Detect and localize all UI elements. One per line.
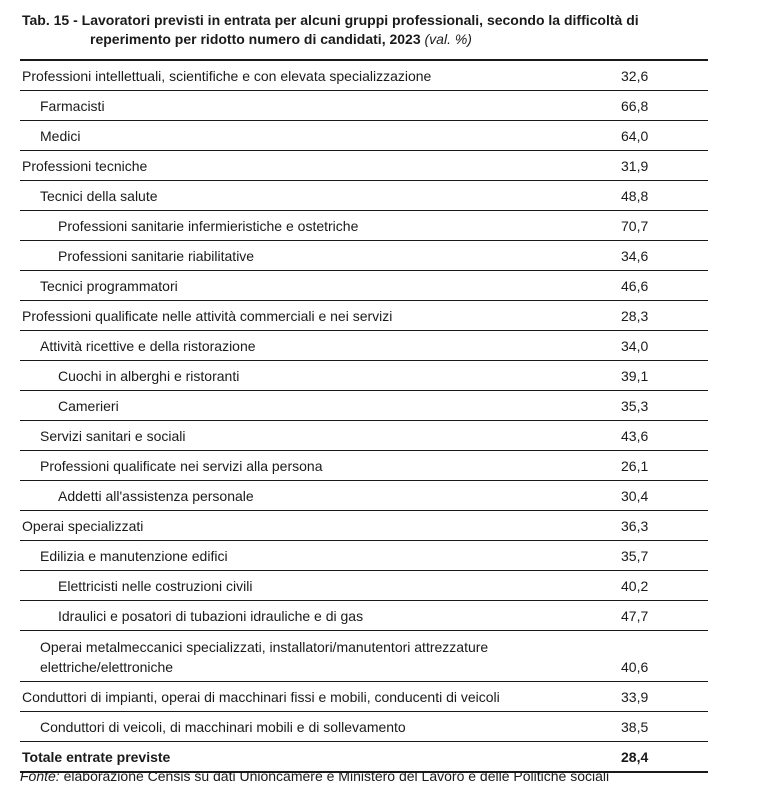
table-row xyxy=(20,541,708,571)
row-label: Addetti all'assistenza personale xyxy=(58,488,254,504)
row-label: Servizi sanitari e sociali xyxy=(40,428,186,444)
table-row xyxy=(20,712,708,742)
row-value: 35,7 xyxy=(621,548,649,564)
table-row xyxy=(20,61,708,91)
row-label: Professioni sanitarie infermieristiche e ostetriche xyxy=(58,218,359,234)
row-label: Attività ricettive e della ristorazione xyxy=(40,338,256,354)
row-label: Edilizia e manutenzione edifici xyxy=(40,548,228,564)
row-label: Professioni intellettuali, scientifiche e con elevata specializzazione xyxy=(22,68,432,84)
table-row xyxy=(20,421,708,451)
footnote-text: elaborazione Censis su dati Unioncamere e Ministero del Lavoro e delle Politiche sociali xyxy=(63,768,610,784)
row-value: 36,3 xyxy=(621,518,649,534)
table-row xyxy=(20,571,708,601)
row-value: 66,8 xyxy=(621,98,649,114)
row-label: Camerieri xyxy=(58,398,119,414)
table-row xyxy=(20,181,708,211)
row-label: Totale entrate previste xyxy=(22,749,171,765)
row-value: 28,4 xyxy=(621,749,649,765)
table-row xyxy=(20,682,708,712)
row-label: Farmacisti xyxy=(40,98,105,114)
table-row xyxy=(20,631,708,682)
table-row xyxy=(20,91,708,121)
table-row xyxy=(20,601,708,631)
row-value: 70,7 xyxy=(621,218,649,234)
footnote xyxy=(20,768,609,784)
row-value: 30,4 xyxy=(621,488,649,504)
row-value: 48,8 xyxy=(621,188,649,204)
row-value: 34,0 xyxy=(621,338,649,354)
data-table xyxy=(20,59,708,773)
row-label: Professioni sanitarie riabilitative xyxy=(58,248,255,264)
table-row xyxy=(20,331,708,361)
table-row xyxy=(20,211,708,241)
footnote-prefix: Fonte: xyxy=(20,768,60,784)
table-row xyxy=(20,361,708,391)
row-value: 31,9 xyxy=(621,158,649,174)
row-value: 47,7 xyxy=(621,608,649,624)
row-value: 43,6 xyxy=(621,428,649,444)
title-line-2 xyxy=(22,30,742,49)
row-label: Conduttori di impianti, operai di macchinari fissi e mobili, conducenti di veicoli xyxy=(22,689,500,705)
title-unit: (val. %) xyxy=(424,31,472,47)
row-label: Medici xyxy=(40,128,81,144)
table-row xyxy=(20,241,708,271)
table-row xyxy=(20,511,708,541)
row-label: Conduttori di veicoli, di macchinari mobili e di sollevamento xyxy=(40,719,406,735)
title-line-2-text: reperimento per ridotto numero di candidati, 2023 xyxy=(90,31,421,47)
table-row xyxy=(20,151,708,181)
row-value: 39,1 xyxy=(621,368,649,384)
row-label: Operai specializzati xyxy=(22,518,144,534)
row-label: Operai metalmeccanici specializzati, installatori/manutentori attrezzature elettriche/elettroniche xyxy=(40,639,489,675)
row-label: Professioni qualificate nelle attività commerciali e nei servizi xyxy=(22,308,393,324)
row-label: Tecnici programmatori xyxy=(40,278,178,294)
row-value: 33,9 xyxy=(621,689,649,705)
row-value: 40,2 xyxy=(621,578,649,594)
row-value: 46,6 xyxy=(621,278,649,294)
row-value: 35,3 xyxy=(621,398,649,414)
row-value: 40,6 xyxy=(621,659,649,675)
table-row xyxy=(20,391,708,421)
row-value: 26,1 xyxy=(621,458,649,474)
row-value: 32,6 xyxy=(621,68,649,84)
row-label: Professioni qualificate nei servizi alla persona xyxy=(40,458,323,474)
table-row xyxy=(20,271,708,301)
row-label: Tecnici della salute xyxy=(40,188,158,204)
table-row xyxy=(20,451,708,481)
table-row xyxy=(20,121,708,151)
row-label: Cuochi in alberghi e ristoranti xyxy=(58,368,240,384)
row-label: Professioni tecniche xyxy=(22,158,148,174)
row-label: Idraulici e posatori di tubazioni idrauliche e di gas xyxy=(58,608,364,624)
row-value: 38,5 xyxy=(621,719,649,735)
row-value: 28,3 xyxy=(621,308,649,324)
row-value: 64,0 xyxy=(621,128,649,144)
title-line-1: Tab. 15 - Lavoratori previsti in entrata per alcuni gruppi professionali, secondo la difficoltà di xyxy=(22,12,639,28)
row-label: Elettricisti nelle costruzioni civili xyxy=(58,578,253,594)
table-row xyxy=(20,481,708,511)
row-value: 34,6 xyxy=(621,248,649,264)
table-row xyxy=(20,301,708,331)
table-title xyxy=(22,11,742,49)
